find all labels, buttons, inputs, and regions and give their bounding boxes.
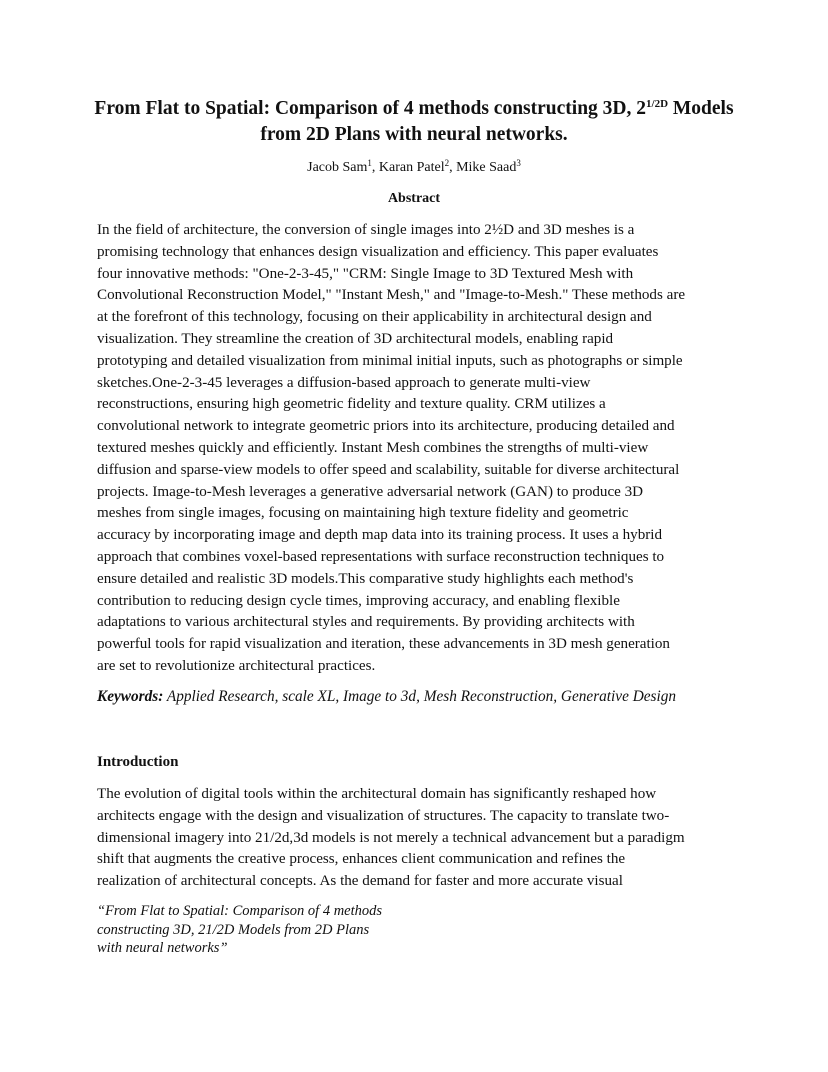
abstract-line: projects. Image-to-Mesh leverages a generative adversarial network (GAN) to produce 3D: [97, 483, 644, 500]
abstract-line: adaptations to various architectural styles and requirements. By providing architects with: [97, 614, 635, 631]
abstract-line: convolutional network to integrate geometric priors into its architecture, producing detailed and: [97, 418, 675, 435]
paper-title: [60, 96, 768, 148]
footer-quote-line: with neural networks”: [97, 940, 228, 956]
abstract-line: In the field of architecture, the conversion of single images into 2½D and 3D meshes is a: [97, 222, 635, 238]
introduction-line: architects engage with the design and visualization of structures. The capacity to translate two-: [97, 807, 670, 824]
abstract-line: prototyping and detailed visualization from minimal initial inputs, such as photographs or simple: [97, 352, 683, 369]
author-affiliation: 2: [444, 158, 450, 168]
keywords-label: Keywords:: [97, 688, 164, 705]
abstract-line: diffusion and sparse-view models to offer speed and scalability, suitable for diverse architectural: [97, 461, 680, 478]
author-separator: ,: [371, 160, 379, 175]
title-line-2: from 2D Plans with neural networks.: [260, 124, 568, 145]
author-name: Jacob Sam: [307, 160, 368, 175]
abstract-line: textured meshes quickly and efficiently. Instant Mesh combines the strengths of multi-view: [97, 439, 649, 456]
keywords: [97, 686, 757, 708]
footer-quote: [97, 902, 457, 958]
footer-quote-line: “From Flat to Spatial: Comparison of 4 methods: [97, 903, 383, 919]
abstract-body: [97, 220, 737, 678]
introduction-line: The evolution of digital tools within the architectural domain has significantly reshaped how: [97, 786, 657, 802]
abstract-line: promising technology that enhances design visualization and efficiency. This paper evaluates: [97, 243, 659, 260]
abstract-line: at the forefront of this technology, focusing on their applicability in architectural design and: [97, 309, 652, 326]
abstract-line: are set to revolutionize architectural practices.: [97, 657, 376, 674]
abstract-line: four innovative methods: "One-2-3-45," "CRM: Single Image to 3D Textured Mesh with: [97, 265, 634, 282]
author-separator: ,: [449, 160, 457, 175]
introduction-heading: Introduction: [97, 754, 179, 770]
introduction-body: [97, 784, 733, 893]
author-affiliation: 1: [367, 158, 372, 168]
author-name: Mike Saad: [456, 160, 517, 175]
introduction-line: realization of architectural concepts. As the demand for faster and more accurate visual: [97, 873, 623, 890]
title-line-1-suffix: Models: [668, 98, 734, 119]
author-affiliation: 3: [516, 158, 521, 168]
abstract-line: meshes from single images, focusing on maintaining high texture fidelity and geometric: [97, 505, 629, 522]
abstract-line: accuracy by incorporating image and depth map data into its training process. It uses a hybrid: [97, 527, 663, 544]
title-line-1: [60, 96, 768, 122]
abstract-line: reconstructions, ensuring high geometric fidelity and texture quality. CRM utilizes a: [97, 396, 606, 413]
abstract-heading: Abstract: [387, 191, 441, 206]
abstract-line: ensure detailed and realistic 3D models.This comparative study highlights each method's: [97, 570, 634, 587]
introduction-line: shift that augments the creative process, enhances client communication and refines the: [97, 851, 626, 868]
abstract-line: Convolutional Reconstruction Model," "Instant Mesh," and "Image-to-Mesh." These methods are: [97, 287, 686, 304]
abstract-line: contribution to reducing design cycle times, improving accuracy, and enabling flexible: [97, 592, 620, 609]
abstract-line: approach that combines voxel-based representations with surface reconstruction techniques to: [97, 548, 665, 565]
title-superscript: 1/2D: [646, 98, 669, 110]
author-name: Karan Patel: [378, 160, 445, 175]
author-list: [60, 158, 768, 178]
introduction-line: dimensional imagery into 21/2d,3d models is not merely a technical advancement but a paradigm: [97, 829, 685, 846]
abstract-line: visualization. They streamline the creation of 3D architectural models, enabling rapid: [97, 330, 614, 347]
abstract-line: sketches.One-2-3-45 leverages a diffusion-based approach to generate multi-view: [97, 374, 591, 391]
title-line-1-prefix: From Flat to Spatial: Comparison of 4 methods constructing 3D, 2: [94, 98, 647, 119]
abstract-line: powerful tools for rapid visualization and iteration, these advancements in 3D mesh generation: [97, 636, 670, 653]
keywords-text: Applied Research, scale XL, Image to 3d, Mesh Reconstruction, Generative Design: [163, 688, 677, 705]
footer-quote-line: constructing 3D, 21/2D Models from 2D Plans: [97, 921, 370, 938]
